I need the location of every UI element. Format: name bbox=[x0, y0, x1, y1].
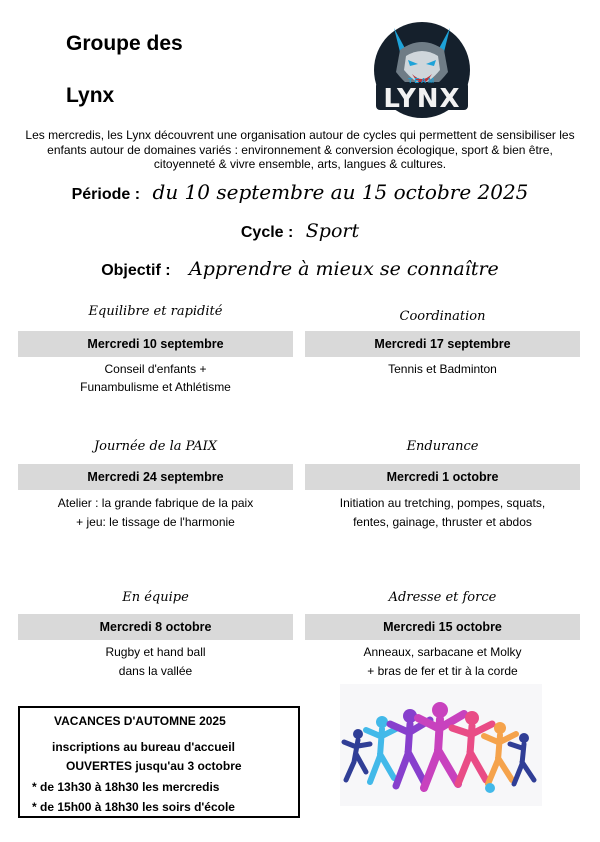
logo-top-text: TEAM bbox=[408, 78, 436, 85]
objectif-label: Objectif : bbox=[101, 262, 171, 279]
session-line-1: Conseil d'enfants + bbox=[104, 362, 207, 376]
session-line-1: Rugby et hand ball bbox=[105, 645, 206, 659]
session-line-2: + jeu: le tissage de l'harmonie bbox=[76, 515, 235, 529]
intro-text: Les mercredis, les Lynx découvrent une organisation autour de cycles qui permettent de sensibiliser les enfants autour de domaines variés : environnement & conversion écologique, sport & bien être, citoyenneté & vivre ensemble, arts, langues & cultures. bbox=[25, 128, 575, 171]
objectif-value: Apprendre à mieux se connaître bbox=[189, 258, 499, 280]
session-date: Mercredi 24 septembre bbox=[18, 464, 293, 490]
periode-value: du 10 septembre au 15 octobre 2025 bbox=[152, 180, 529, 204]
vacances-title: VACANCES D'AUTOMNE 2025 bbox=[54, 714, 226, 728]
logo-wordmark: LYNX bbox=[383, 84, 461, 114]
cycle-label: Cycle : bbox=[240, 224, 294, 241]
title-line-2: Lynx bbox=[66, 84, 115, 107]
vacances-line-1: inscriptions au bureau d'accueil bbox=[52, 740, 235, 754]
sports-silhouettes-icon bbox=[340, 684, 542, 806]
session-date: Mercredi 15 octobre bbox=[305, 614, 580, 640]
vacances-line-3: * de 13h30 à 18h30 les mercredis bbox=[32, 780, 220, 794]
session-line-2: Funambulisme et Athlétisme bbox=[80, 380, 231, 394]
session-theme: Adresse et force bbox=[388, 590, 497, 605]
session-line-1: Anneaux, sarbacane et Molky bbox=[363, 645, 522, 659]
objectif-row bbox=[0, 258, 600, 280]
cycle-row bbox=[0, 220, 600, 242]
vacances-line-4: * de 15h00 à 18h30 les soirs d'école bbox=[32, 800, 235, 814]
session-theme: Journée de la PAIX bbox=[93, 439, 218, 454]
title-line-1: Groupe des bbox=[66, 32, 183, 55]
session-theme: Coordination bbox=[399, 309, 486, 324]
session-date: Mercredi 8 octobre bbox=[18, 614, 293, 640]
session-line-1: Tennis et Badminton bbox=[388, 362, 497, 376]
session-line-2: + bras de fer et tir à la corde bbox=[367, 664, 518, 678]
session-theme: En équipe bbox=[122, 590, 189, 605]
session-theme: Endurance bbox=[406, 439, 479, 454]
session-date: Mercredi 10 septembre bbox=[18, 331, 293, 357]
vacances-line-2: OUVERTES jusqu'au 3 octobre bbox=[66, 759, 242, 773]
periode-label: Période : bbox=[71, 186, 141, 203]
session-line-1: Atelier : la grande fabrique de la paix bbox=[57, 496, 254, 510]
session-line-2: fentes, gainage, thruster et abdos bbox=[353, 515, 532, 529]
periode-row bbox=[0, 180, 600, 204]
vacances-box bbox=[18, 706, 300, 818]
session-theme: Equilibre et rapidité bbox=[88, 304, 223, 319]
session-line-1: Initiation au tretching, pompes, squats, bbox=[339, 496, 546, 510]
team-lynx-logo bbox=[372, 20, 472, 120]
cycle-value: Sport bbox=[305, 220, 360, 242]
session-line-2: dans la vallée bbox=[118, 664, 193, 678]
session-date: Mercredi 17 septembre bbox=[305, 331, 580, 357]
session-date: Mercredi 1 octobre bbox=[305, 464, 580, 490]
sports-illustration bbox=[340, 684, 542, 806]
